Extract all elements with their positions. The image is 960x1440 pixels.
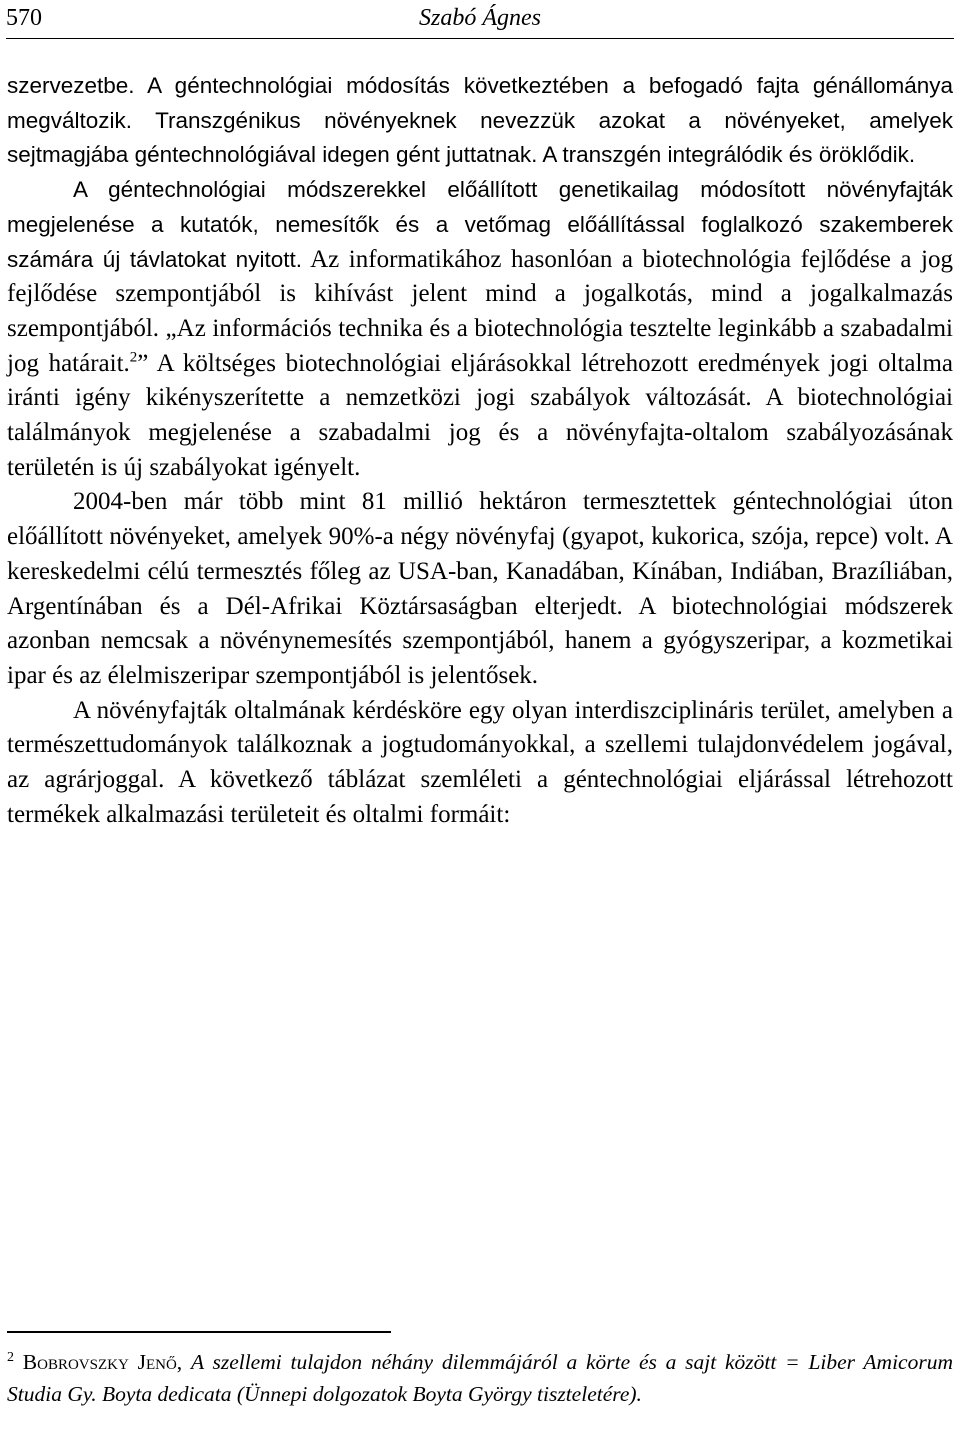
footnote-separator: , <box>176 1350 191 1374</box>
header-rule <box>6 38 954 39</box>
page-number: 570 <box>6 5 42 31</box>
footnote <box>7 1346 953 1410</box>
paragraph-2-rest: ” A költséges biotechnológiai eljárásokkal létrehozott eredmények jogi oltalma iránti igény kikényszerítette a nemzetközi jogi szabályok változását. A biotechnológiai találmányok megjelenése a szabadalmi jog és a növényfajta-oltalom szabályozásának területén is új szabályokat igényelt. <box>7 349 953 481</box>
footnote-title: A szellemi tulajdon néhány dilemmájáról a körte és a sajt között = Liber Amicorum Studia Gy. Boyta dedicata (Ünnepi dolgozatok Boyta György tiszteletére). <box>7 1350 953 1406</box>
body-text <box>7 69 953 832</box>
paragraph-1: szervezetbe. A géntechnológiai módosítás következtében a befogadó fajta génállománya megváltozik. Transzgénikus növényeknek nevezzük azokat a növényeket, amelyek sejtmagjába géntechnológiával idegen gént juttatnak. A transzgén integrálódik és öröklődik. <box>7 73 953 168</box>
footnote-reference[interactable]: 2 <box>129 349 138 366</box>
footnote-rule <box>7 1331 391 1333</box>
page-header <box>6 0 954 36</box>
paragraph-2 <box>7 173 953 485</box>
footnote-author: Bobrovszky Jenő <box>22 1350 177 1374</box>
footnote-number: 2 <box>7 1349 14 1365</box>
paragraph-2-sans-part: A géntechnológiai módszerekkel előállított genetikailag módosított növényfajták megjelenése a kutatók, nemesítők és a vetőmag előállítással foglalkozó szakemberek számára új távlatokat nyitott. <box>7 177 953 272</box>
paragraph-2-quote-part: Az informatikához hasonlóan a biotechnológia fejlődése a jog fejlődése szempontjából is kihívást jelent mind a jogalkotás, mind a jogalkalmazás szempontjából. „Az információs technika és a biotechnológia tesztelte leginkább a szabadalmi jog határait. <box>7 245 953 377</box>
running-head-author: Szabó Ágnes <box>419 5 541 31</box>
paragraph-3: 2004-ben már több mint 81 millió hektáron termesztettek géntechnológiai úton előállított növényeket, amelyek 90%-a négy növényfaj (gyapot, kukorica, szója, repce) volt. A kereskedelmi célú termesztés főleg az USA-ban, Kanadában, Kínában, Indiában, Brazíliában, Argentínában és a Dél-Afrikai Köztársaságban elterjedt. A biotechnológiai módszerek azonban nemcsak a növénynemesítés szempontjából, hanem a gyógyszeripar, a kozmetikai ipar és az élelmiszeripar szempontjából is jelentősek. <box>7 488 953 689</box>
paragraph-4: A növényfajták oltalmának kérdésköre egy olyan interdiszciplináris terület, amelyben a természettudományok találkoznak a jogtudományokkal, a szellemi tulajdonvédelem jogával, az agrárjoggal. A következő táblázat szemléleti a géntechnológiai eljárással létrehozott termékek alkalmazási területeit és oltalmi formáit: <box>7 696 953 828</box>
